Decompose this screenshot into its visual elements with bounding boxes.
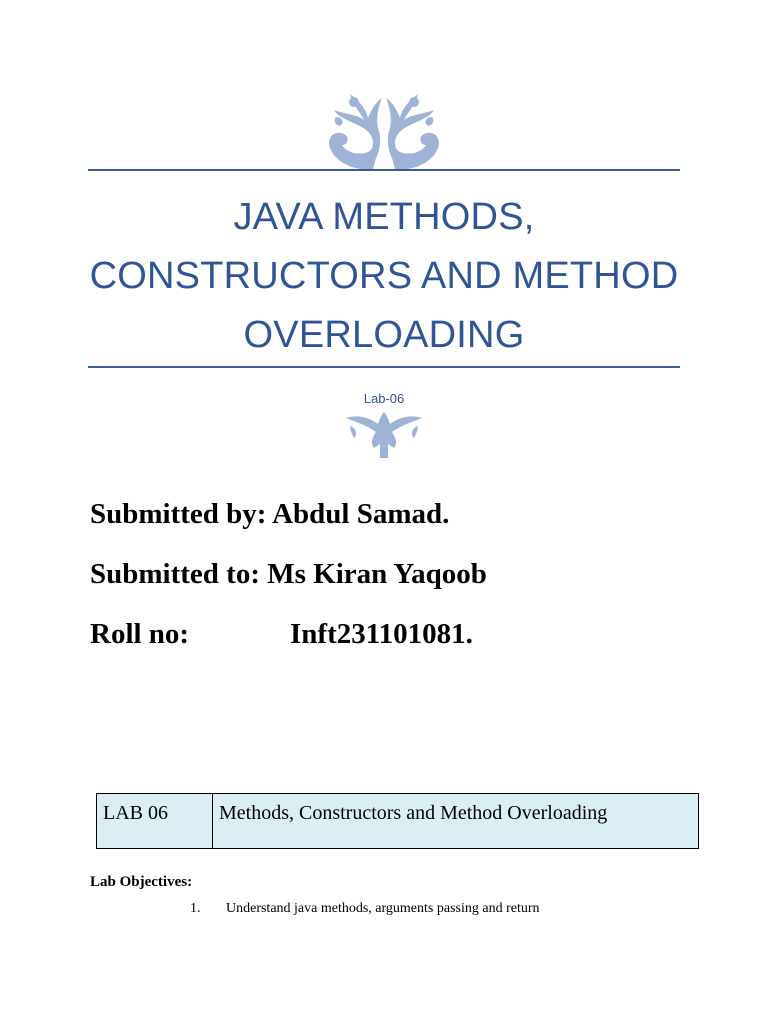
submitted-by: Submitted by: Abdul Samad. xyxy=(90,498,450,530)
objective-text: Understand java methods, arguments passing and return xyxy=(226,901,540,916)
submitted-to: Submitted to: Ms Kiran Yaqoob xyxy=(90,558,487,590)
objectives-heading: Lab Objectives: xyxy=(90,874,193,890)
title-line-1: JAVA METHODS, xyxy=(233,196,535,238)
roll-label: Roll no: xyxy=(90,618,190,650)
lab-table xyxy=(96,793,699,849)
title-line-2: CONSTRUCTORS AND METHOD xyxy=(89,255,679,297)
document-title xyxy=(60,188,708,365)
roll-value: Inft231101081. xyxy=(290,618,473,650)
lab-subtitle: Lab-06 xyxy=(363,391,405,406)
objective-number: 1. xyxy=(190,901,201,916)
fleur-ornament-icon xyxy=(344,404,424,458)
bottom-rule xyxy=(88,366,680,368)
roll-number-line xyxy=(90,618,473,651)
lab-code-cell: LAB 06 xyxy=(97,794,213,848)
lab-topic-cell: Methods, Constructors and Method Overloading xyxy=(219,802,608,824)
title-line-3: OVERLOADING xyxy=(243,314,525,356)
top-rule xyxy=(88,169,680,171)
flourish-ornament-icon xyxy=(310,90,458,172)
